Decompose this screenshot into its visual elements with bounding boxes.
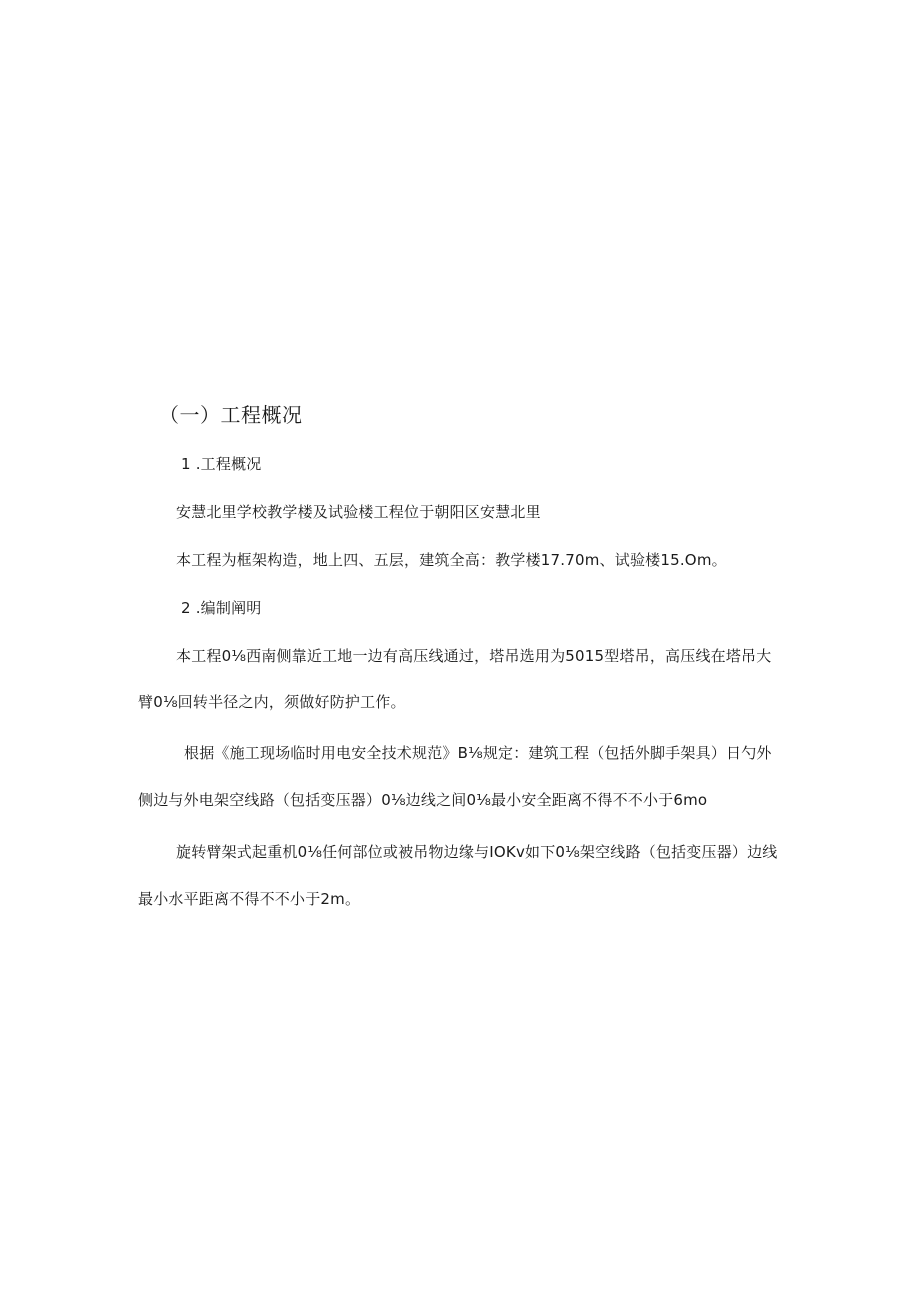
paragraph-structure: 本工程为框架构造，地上四、五层，建筑全高：教学楼17.70m、试验楼15.Om。 [176, 551, 727, 569]
section-heading: （一）工程概况 [159, 403, 303, 427]
paragraph-distance-line2: 最小水平距离不得不不小于2m。 [138, 890, 361, 908]
subsection-title-1: 1 .工程概况 [181, 455, 262, 473]
subsection-title-2: 2 .编制阐明 [181, 599, 262, 617]
paragraph-regulation-line1: 根据《施工现场临时用电安全技术规范》B⅛规定：建筑工程（包括外脚手架具）日勺外 [184, 744, 772, 762]
paragraph-distance-line1: 旋转臂架式起重机0⅛任何部位或被吊物边缘与IOKv如下0⅛架空线路（包括变压器）边线 [176, 843, 778, 861]
paragraph-crane-line1: 本工程0⅛西南侧靠近工地一边有高压线通过，塔吊选用为5015型塔吊，高压线在塔吊大 [176, 647, 772, 665]
paragraph-location: 安慧北里学校教学楼及试验楼工程位于朝阳区安慧北里 [176, 503, 541, 521]
paragraph-regulation-line2: 侧边与外电架空线路（包括变压器）0⅛边线之间0⅛最小安全距离不得不不小于6mo [138, 791, 708, 809]
paragraph-crane-line2: 臂0⅛回转半径之内，须做好防护工作。 [138, 693, 406, 711]
